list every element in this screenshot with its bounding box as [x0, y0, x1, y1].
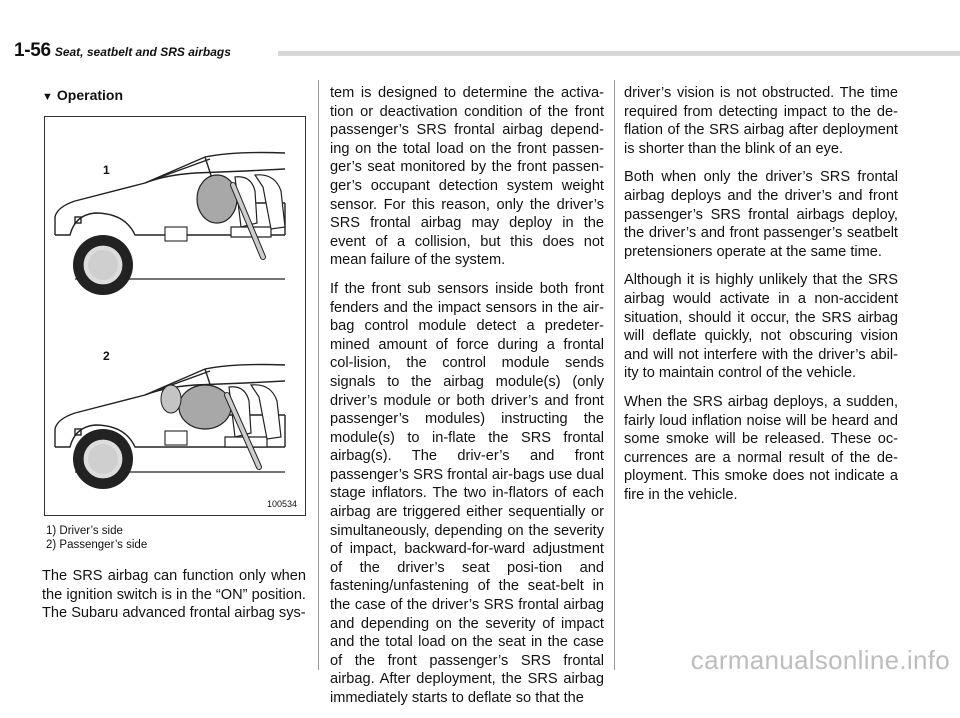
section-title: Seat, seatbelt and SRS airbags	[54, 45, 231, 59]
figure-label-1: 1	[103, 163, 110, 177]
operation-heading	[42, 87, 123, 103]
column-3	[624, 84, 898, 514]
figure-code: 100534	[266, 499, 297, 509]
page-number: 1-56	[14, 40, 51, 61]
airbag-illustration	[44, 116, 306, 516]
paragraph: Although it is highly unlikely that the SRS airbag would activate in a non-accident situation, should it occur, the SRS airbag will deflate quickly, not obscuring vision and will not interfere with the driver’s abil-ity to maintain control of the vehicle.	[624, 272, 898, 382]
passenger-airbag-deployed	[179, 385, 231, 429]
triangle-marker-icon: ▼	[42, 91, 53, 103]
caption-driver: 1) Driver’s side	[46, 525, 123, 537]
car-airbag-diagram	[45, 117, 306, 516]
paragraph: driver’s vision is not obstructed. The time required from detecting impact to the de-flation of the SRS airbag after deployment is shorter than the blink of an eye.	[624, 85, 898, 157]
operation-heading-text: Operation	[56, 87, 124, 103]
page-header	[14, 40, 231, 62]
paragraph: When the SRS airbag deploys, a sudden, fairly loud inflation noise will be heard and some smoke will be released. These oc-currences are a normal result of the de-ployment. This smoke does not indicate a fire in the vehicle.	[624, 393, 898, 503]
driver-airbag-deployed	[197, 175, 237, 223]
column-divider	[614, 80, 615, 670]
figure-label-2: 2	[103, 349, 110, 363]
column1-text: The SRS airbag can function only when the ignition switch is in the “ON” position. The Subaru advanced frontal airbag sys-	[42, 568, 306, 622]
watermark: carmanualsonline.info	[690, 645, 950, 675]
column-2	[330, 84, 604, 718]
header-rule	[278, 51, 960, 56]
column-divider	[318, 80, 319, 670]
paragraph: tem is designed to determine the activa-tion or deactivation condition of the front passenger’s SRS frontal airbag depend-ing on the total load on the front passen-ger’s seat monitored by the front passen-ger’s occupant detection system weight sensor. For this reason, only the driver’s SRS frontal airbag may deploy in the event of a collision, but this does not mean failure of the system.	[330, 85, 604, 269]
paragraph: Both when only the driver’s SRS frontal airbag deploys and the driver’s and front passenger’s SRS frontal airbags deploy, the driver’s and front passenger’s seatbelt pretensioners operate at the same time.	[624, 169, 898, 260]
paragraph: If the front sub sensors inside both front fenders and the impact sensors in the air-bag control module detect a predeter-mined amount of force during a frontal col-lision, the control module sends signals to the airbag module(s) (only driver’s module or both driver’s and front passenger’s modules) instructing the module(s) to in-flate the SRS frontal airbag(s). The driv-er’s and front passenger’s SRS frontal air-bags use dual stage inflators. The two in-flators of each airbag are triggered either sequentially or simultaneously, depending on the severity of impact, backward-for-ward adjustment of the driver’s seat posi-tion and fastening/unfastening of the seat-belt in the case of the driver’s SRS frontal airbag and depending on the severity of impact and the total load on the seat in the case of the front passenger’s SRS frontal airbag. After deployment, the SRS airbag immediately starts to deflate so that the	[330, 280, 604, 706]
figure-captions	[46, 524, 147, 552]
caption-passenger: 2) Passenger’s side	[46, 539, 148, 551]
